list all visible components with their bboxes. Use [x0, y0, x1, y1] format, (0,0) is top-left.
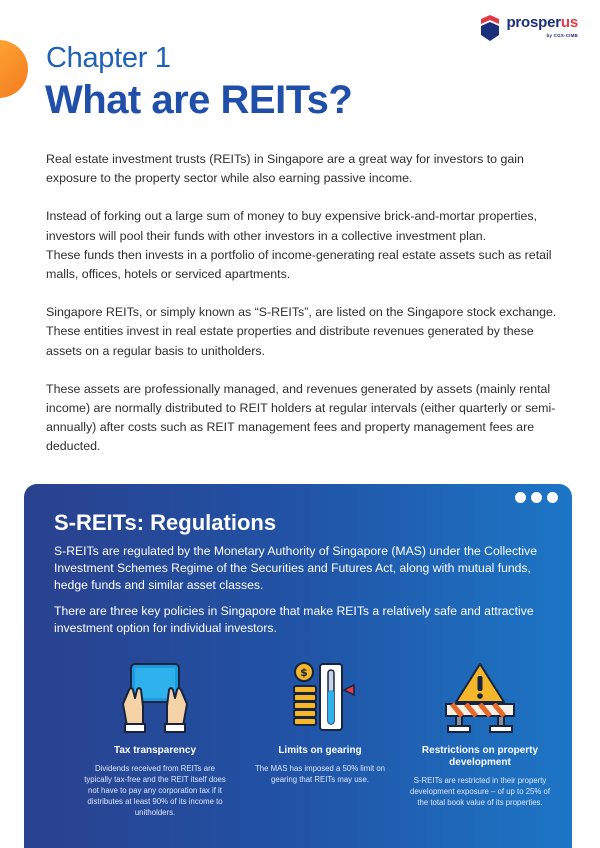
intro-paragraph: Real estate investment trusts (REITs) in Singapore are a great way for investors to gain exposure to the property sector while also earning passive income. [46, 152, 524, 186]
feature-description: The MAS has imposed a 50% limit on gearing that REITs may use. [254, 764, 385, 784]
regulations-body [54, 543, 559, 646]
feature-description: Dividends received from REITs are typically tax-free and the REIT itself does not have to pay any corporation tax if it distributes at least 90% of its income to unitholders. [84, 764, 226, 817]
intro-paragraph: These assets are professionally managed, and revenues generated by assets (mainly rental income) are normally distributed to REIT holders at regular intervals (either quarterly or semi-annually) after costs such as REIT management fees and property management fees are deducted. [46, 381, 556, 454]
intro-sentence: Instead of forking out a large sum of money to buy expensive brick-and-mortar properties, investors will pool their funds with other investors in a collective investment plan. [46, 209, 538, 243]
feature-tax-transparency [84, 660, 226, 818]
regulations-paragraph: There are three key policies in Singapore that make REITs a relatively safe and attractive investment option for individual investors. [54, 604, 534, 635]
feature-description: S-REITs are restricted in their property development exposure – of up to 25% of the total book value of its properties. [409, 776, 550, 807]
window-dots [515, 492, 558, 503]
chapter-label: Chapter 1 [46, 42, 171, 74]
intro-text [46, 150, 566, 476]
coins-gauge-icon [282, 660, 358, 736]
feature-limits-on-gearing [249, 660, 391, 785]
dot-icon [515, 492, 526, 503]
intro-paragraph: Singapore REITs, or simply known as “S-REITs”, are listed on the Singapore stock exchange. These entities invest in real estate properties and distribute revenues generated by these assets on a regular basis to unitholders. [46, 305, 557, 358]
prosperus-logo[interactable] [478, 14, 578, 41]
intro-sentence: These funds then invests in a portfolio of income-generating real estate assets such as retail malls, offices, hotels or serviced apartments. [46, 247, 552, 282]
policy-features [84, 660, 564, 840]
dot-icon [547, 492, 558, 503]
feature-title: Limits on gearing [278, 745, 362, 756]
intro-paragraph [46, 207, 566, 284]
road-barrier-icon [442, 660, 518, 736]
prosperus-logo-icon [478, 15, 502, 41]
feature-property-development [409, 660, 551, 808]
regulations-paragraph: S-REITs are regulated by the Monetary Authority of Singapore (MAS) under the Collective Investment Schemes Regime of the Securities and Futures Act, along with mutual funds, hedge funds and similar asset classes. [54, 544, 537, 592]
regulations-panel [24, 484, 572, 848]
svg-text:$: $ [300, 666, 308, 679]
dot-icon [531, 492, 542, 503]
brand-name: prosperus [506, 14, 578, 31]
decorative-orange-circle [0, 40, 28, 98]
brand-sublabel: by CGS-CIMB [546, 33, 578, 38]
page-title: What are REITs? [45, 78, 353, 122]
regulations-title: S-REITs: Regulations [54, 510, 277, 535]
tablet-hands-icon [117, 660, 193, 736]
feature-title: Restrictions on property development [421, 745, 539, 768]
feature-title: Tax transparency [113, 745, 197, 756]
